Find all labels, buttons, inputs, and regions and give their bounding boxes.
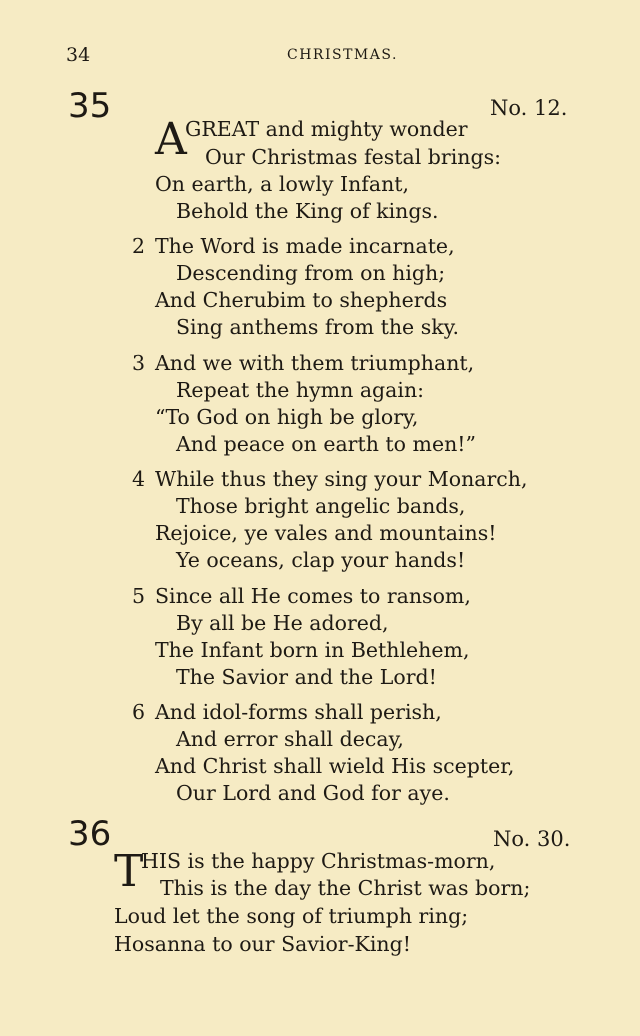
hymn-line: “To God on high be glory, bbox=[155, 405, 419, 429]
hymn-line: Behold the King of kings. bbox=[176, 199, 439, 223]
hymn-line: Our Lord and God for aye. bbox=[176, 781, 450, 805]
tune-reference: No. 12. bbox=[490, 96, 568, 120]
hymn-line: And we with them triumphant, bbox=[155, 351, 475, 375]
hymn-line: The Word is made incarnate, bbox=[155, 234, 455, 258]
hymn-line: HIS is the happy Christmas-morn, bbox=[141, 849, 496, 873]
verse-number: 5 bbox=[132, 584, 146, 608]
hymn-line: And idol-forms shall perish, bbox=[155, 700, 442, 724]
hymn-line: Repeat the hymn again: bbox=[176, 378, 425, 402]
hymn-line: The Savior and the Lord! bbox=[176, 665, 437, 689]
hymn-line: Loud let the song of triumph ring; bbox=[114, 904, 469, 928]
hymn-line: Sing anthems from the sky. bbox=[176, 315, 460, 339]
verse-number: 2 bbox=[132, 234, 146, 258]
hymn-line: Our Christmas festal brings: bbox=[205, 145, 502, 169]
hymn-line: And Cherubim to shepherds bbox=[155, 288, 448, 312]
hymn-line: Hosanna to our Savior-King! bbox=[114, 932, 411, 956]
hymn-line: GREAT and mighty wonder bbox=[185, 117, 468, 141]
hymn-line: Those bright angelic bands, bbox=[176, 494, 466, 518]
hymn-line: On earth, a lowly Infant, bbox=[155, 172, 410, 196]
hymn-line: While thus they sing your Monarch, bbox=[155, 467, 528, 491]
hymn-line: Since all He comes to ransom, bbox=[155, 584, 471, 608]
hymn-number: 35 bbox=[68, 86, 112, 126]
hymn-line: And Christ shall wield His scepter, bbox=[155, 754, 515, 778]
hymn-line: And error shall decay, bbox=[176, 727, 404, 751]
hymn-line: This is the day the Christ was born; bbox=[160, 876, 531, 900]
verse-number: 6 bbox=[132, 700, 146, 724]
page-number: 34 bbox=[66, 44, 91, 66]
verse-number: 3 bbox=[132, 351, 146, 375]
hymn-line: By all be He adored, bbox=[176, 611, 389, 635]
tune-reference: No. 30. bbox=[493, 827, 571, 851]
hymn-number: 36 bbox=[68, 814, 112, 854]
running-head: CHRISTMAS. bbox=[287, 47, 398, 63]
hymn-line: The Infant born in Bethlehem, bbox=[155, 638, 470, 662]
hymn-line: Ye oceans, clap your hands! bbox=[176, 548, 466, 572]
drop-cap: T bbox=[114, 846, 144, 897]
drop-cap: A bbox=[155, 114, 187, 165]
verse-number: 4 bbox=[132, 467, 146, 491]
hymn-line: Rejoice, ye vales and mountains! bbox=[155, 521, 497, 545]
hymn-line: And peace on earth to men!” bbox=[176, 432, 477, 456]
hymn-line: Descending from on high; bbox=[176, 261, 446, 285]
